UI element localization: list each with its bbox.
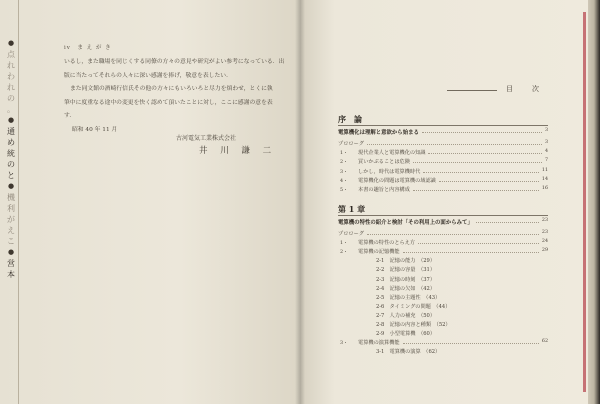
toc-leader-dots <box>439 181 539 183</box>
toc-entry <box>338 312 548 321</box>
toc-entry <box>338 321 548 330</box>
toc-entry-page: 29 <box>541 248 548 254</box>
toc-entry-page: 11 <box>541 167 548 173</box>
toc-entry-label: しかし，時代は電算機時代 <box>358 168 421 175</box>
toc-entry-page: 62 <box>541 339 548 345</box>
spine-strip: ● 点 れ わ れ の 。 ● 通 め 統 の と ● 機 利 が え こ ● 営 本 <box>4 38 18 280</box>
toc-entry-number: 3・ <box>340 169 348 175</box>
preface-body <box>64 56 285 137</box>
toc-entry-label: 電算機化は理解と意欲から始まる <box>338 130 419 136</box>
toc-entry-label: 2-6 タイミングの問題 （44） <box>376 303 451 310</box>
toc-entry-label: 2-2 記憶の容量 （31） <box>376 267 436 274</box>
toc-leader-dots <box>413 162 542 164</box>
chapter-1-rule <box>338 215 548 216</box>
toc-entry-label: 電算機の特性のとらえ方 <box>358 240 416 247</box>
toc-entry-label: 2-3 記憶の時刻 （37） <box>376 276 436 283</box>
toc-entry-label: 2-1 記憶の能力 （29） <box>376 258 436 265</box>
preface-line: また同文館の酒崎行信氏その他の方々にもいろいろと尽力を煩わせ，とくに執 <box>70 86 273 92</box>
toc-entry-label: 2-8 記憶の内容と種類 （52） <box>376 322 451 328</box>
toc-entry-page: 16 <box>541 186 548 191</box>
toc-entry-label: 2-5 記憶の主題性 （43） <box>376 294 441 301</box>
toc-entry-label: 現代企業人と電算機化の知識 <box>358 150 426 157</box>
toc-entry <box>338 330 548 339</box>
toc-entry <box>338 276 548 285</box>
toc-entry <box>338 303 548 312</box>
toc-entry-page: 23 <box>541 230 548 235</box>
toc-entry-page: 3 <box>544 140 548 145</box>
toc-entry <box>338 257 548 266</box>
toc-leader-dots <box>367 144 542 146</box>
toc-leader-dots <box>367 234 539 236</box>
toc-entry <box>338 285 548 294</box>
toc-entry-label: 電算機の特性の紹介と検討「その利用上の面からみて」 <box>338 220 473 226</box>
toc-title: 目 次 <box>506 85 545 93</box>
toc-entry-label: 2-4 記憶の欠如 （42） <box>376 285 436 292</box>
page-edge <box>588 0 600 404</box>
author-name: 井 川 謙 二 <box>199 146 277 156</box>
author-affiliation: 古河電気工業株式会社 <box>176 135 237 142</box>
toc-entry-label: プロローグ <box>338 231 364 237</box>
gutter-shadow <box>295 0 305 404</box>
toc-entry-label: 2-7 人力の補充 （50） <box>376 312 436 319</box>
toc-entry-label: 2-9 小型電算機 （60） <box>376 331 436 338</box>
page-edge-mark <box>583 12 586 392</box>
running-head: iv ま え が き <box>64 45 112 51</box>
toc-entry-number: 3・ <box>340 341 348 347</box>
toc-entry-number: 5・ <box>340 188 348 193</box>
toc-entry <box>338 140 548 149</box>
toc-entry <box>338 149 548 158</box>
toc-entry <box>338 186 548 195</box>
toc-entry-label: プロローグ <box>338 141 364 147</box>
toc-leader-dots <box>428 153 542 155</box>
toc-entry <box>338 218 548 227</box>
toc-entry <box>338 239 548 248</box>
preface-line: 筆中に度重なる途中の変更を快く認めて頂いたことに対し，ここに感謝の意を表 <box>64 99 273 106</box>
toc-leader-dots <box>403 343 539 345</box>
toc-entry-label: 本書の趣旨と内容構成 <box>358 187 410 193</box>
intro-heading: 序 論 <box>338 114 362 124</box>
toc-entry <box>338 294 548 303</box>
toc-entry-page: 7 <box>544 158 548 164</box>
intro-rule <box>338 125 548 126</box>
toc-entry <box>338 348 548 357</box>
spine-rule <box>18 0 19 404</box>
toc-leader-dots <box>422 132 542 134</box>
toc-entry <box>338 266 548 275</box>
toc-entry-page: 23 <box>541 218 548 223</box>
toc-entry <box>338 339 548 348</box>
toc-title-rule <box>447 90 497 91</box>
toc-entry <box>338 158 548 167</box>
toc-entry-number: 1・ <box>340 151 348 157</box>
toc-entry-label: 電算機化の問題は電算機の域認識 <box>358 177 436 184</box>
toc-leader-dots <box>423 172 539 174</box>
toc-entry <box>338 168 548 177</box>
toc-entry <box>338 128 548 137</box>
toc-entry-label: 電算機の演算機能 <box>358 340 400 347</box>
toc-leader-dots <box>418 243 539 245</box>
toc-leader-dots <box>403 252 539 254</box>
toc-entry-label: 電算機の記憶機能 <box>358 249 400 256</box>
toc-entry <box>338 248 548 257</box>
toc-entry-number: 1・ <box>340 241 348 247</box>
preface-date: 昭和 40 年 11 月 <box>72 126 118 133</box>
toc-entry-label: 3-1 電算機の演算 （62） <box>376 349 441 356</box>
toc-entry-page: 14 <box>541 176 548 182</box>
toc-entry-page: 4 <box>544 149 548 155</box>
toc-entry-page: 24 <box>541 239 548 245</box>
toc-entry-number: 2・ <box>340 160 348 166</box>
preface-line: いるし，また職場を同じくする同僚の方々の意見や研究がよい参考になっている．出 <box>64 59 285 65</box>
toc-entry <box>338 230 548 239</box>
preface-line: 版に当たってそれらの人々に深い感謝を捧げ，敬意を表したい． <box>64 72 232 79</box>
toc-entry <box>338 177 548 186</box>
toc-leader-dots <box>413 190 539 192</box>
chapter-1-heading: 第 1 章 <box>338 204 366 214</box>
toc-entry-number: 2・ <box>340 250 348 256</box>
preface-line: す． <box>64 113 76 119</box>
toc-entry-page: 3 <box>544 128 548 133</box>
toc-leader-dots <box>476 222 539 224</box>
toc-entry-label: 買いかぶることは危険 <box>358 159 410 166</box>
toc-entry-number: 4・ <box>340 178 348 184</box>
spine-light-1: 点 <box>7 50 15 59</box>
